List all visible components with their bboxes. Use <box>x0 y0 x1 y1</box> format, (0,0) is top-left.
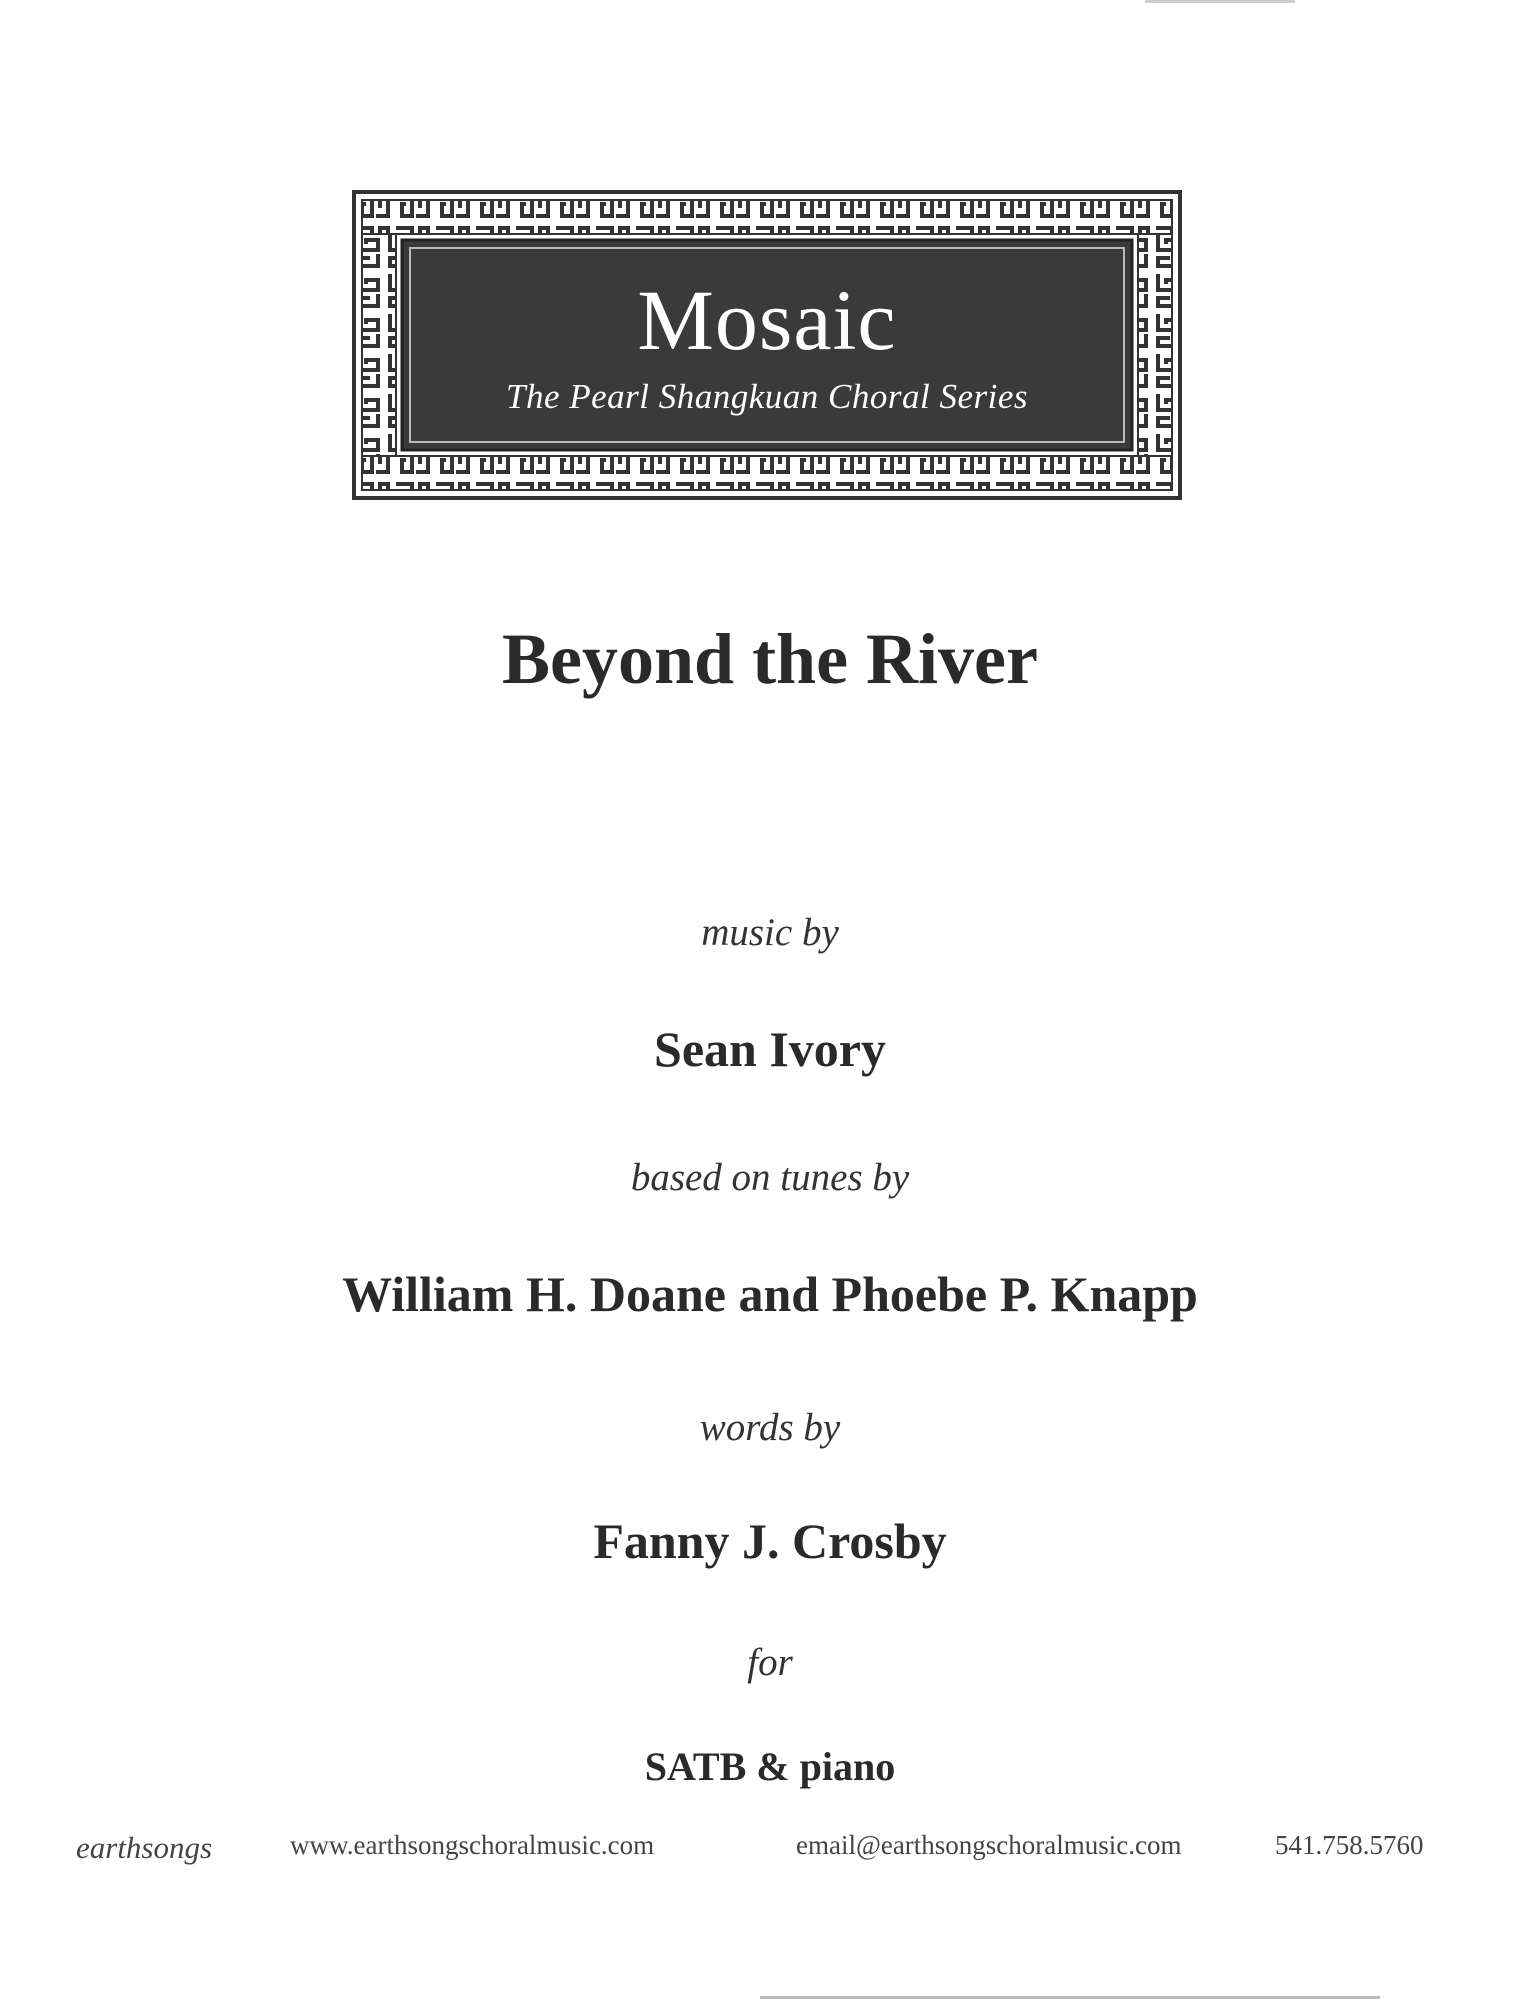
voicing: SATB & piano <box>644 1744 896 1789</box>
music-by-label: music by <box>701 911 839 954</box>
scan-artifact-mark <box>1145 0 1295 3</box>
lyricist-name: Fanny J. Crosby <box>593 1513 947 1569</box>
email-link[interactable]: email@earthsongschoralmusic.com <box>796 1830 1182 1860</box>
work-title: Beyond the River <box>502 619 1038 699</box>
words-by-label: words by <box>699 1406 841 1449</box>
based-on-label: based on tunes by <box>630 1156 910 1199</box>
composer-name: Sean Ivory <box>654 1021 886 1077</box>
phone-number: 541.758.5760 <box>1275 1830 1424 1860</box>
website-link[interactable]: www.earthsongschoralmusic.com <box>290 1830 655 1860</box>
series-title: Mosaic <box>637 272 897 368</box>
series-subtitle: The Pearl Shangkuan Choral Series <box>505 377 1029 416</box>
publisher-name: earthsongs <box>76 1830 213 1865</box>
tune-composers: William H. Doane and Phoebe P. Knapp <box>342 1266 1198 1322</box>
scan-artifact-line <box>760 1996 1380 1999</box>
series-banner <box>352 190 1182 500</box>
for-label: for <box>747 1641 793 1684</box>
